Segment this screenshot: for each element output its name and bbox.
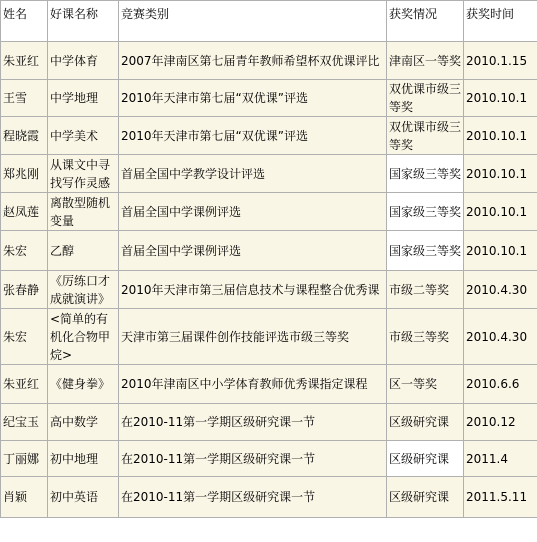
award-result: 区级研究课 xyxy=(387,477,464,518)
competition-category: 在2010-11第一学期区级研究课一节 xyxy=(119,404,387,441)
award-date: 2010.12 xyxy=(464,404,537,441)
header-category: 竞赛类别 xyxy=(119,1,387,42)
award-result: 国家级三等奖 xyxy=(387,193,464,231)
award-result: 津南区一等奖 xyxy=(387,42,464,80)
award-result: 市级二等奖 xyxy=(387,271,464,309)
award-date: 2010.6.6 xyxy=(464,365,537,404)
course-name: 乙醇 xyxy=(48,231,119,271)
competition-category: 首届全国中学课例评选 xyxy=(119,231,387,271)
award-result: 双优课市级三等奖 xyxy=(387,80,464,117)
header-name: 姓名 xyxy=(1,1,48,42)
award-result: 国家级三等奖 xyxy=(387,231,464,271)
award-date: 2010.1.15 xyxy=(464,42,537,80)
award-date: 2011.5.11 xyxy=(464,477,537,518)
teacher-name: 赵凤莲 xyxy=(1,193,48,231)
course-name: 中学美术 xyxy=(48,117,119,155)
course-name: 《厉练口才成就演讲》 xyxy=(48,271,119,309)
table-body xyxy=(1,42,537,518)
award-date: 2011.4 xyxy=(464,441,537,477)
award-result: 区一等奖 xyxy=(387,365,464,404)
teacher-name: 程晓霞 xyxy=(1,117,48,155)
teacher-name: 朱亚红 xyxy=(1,365,48,404)
competition-category: 天津市第三届课件创作技能评选市级三等奖 xyxy=(119,309,387,365)
award-result: 区级研究课 xyxy=(387,404,464,441)
award-result: 国家级三等奖 xyxy=(387,155,464,193)
award-date: 2010.10.1 xyxy=(464,80,537,117)
course-name: 初中地理 xyxy=(48,441,119,477)
award-date: 2010.10.1 xyxy=(464,155,537,193)
teacher-name: 肖颖 xyxy=(1,477,48,518)
course-name: 中学体育 xyxy=(48,42,119,80)
header-course: 好课名称 xyxy=(48,1,119,42)
table-row xyxy=(1,404,537,441)
course-name: <简单的有机化合物甲烷> xyxy=(48,309,119,365)
competition-category: 在2010-11第一学期区级研究课一节 xyxy=(119,441,387,477)
teacher-name: 张春静 xyxy=(1,271,48,309)
header-award: 获奖情况 xyxy=(387,1,464,42)
award-result: 区级研究课 xyxy=(387,441,464,477)
teacher-name: 王雪 xyxy=(1,80,48,117)
competition-category: 2010年天津市第七届“双优课”评选 xyxy=(119,117,387,155)
competition-category: 首届全国中学教学设计评选 xyxy=(119,155,387,193)
table-row xyxy=(1,477,537,518)
table-row xyxy=(1,42,537,80)
table-row xyxy=(1,309,537,365)
award-date: 2010.4.30 xyxy=(464,309,537,365)
course-name: 中学地理 xyxy=(48,80,119,117)
table-row xyxy=(1,271,537,309)
teacher-name: 郑兆刚 xyxy=(1,155,48,193)
competition-category: 2007年津南区第七届青年教师希望杯双优课评比 xyxy=(119,42,387,80)
header-row xyxy=(1,1,537,42)
table-row xyxy=(1,441,537,477)
award-date: 2010.10.1 xyxy=(464,231,537,271)
teacher-name: 纪宝玉 xyxy=(1,404,48,441)
award-result: 双优课市级三等奖 xyxy=(387,117,464,155)
award-date: 2010.10.1 xyxy=(464,117,537,155)
teacher-name: 丁丽娜 xyxy=(1,441,48,477)
table-row xyxy=(1,80,537,117)
course-name: 离散型随机变量 xyxy=(48,193,119,231)
course-name: 初中英语 xyxy=(48,477,119,518)
competition-category: 2010年天津市第七届“双优课”评选 xyxy=(119,80,387,117)
table-row xyxy=(1,117,537,155)
competition-category: 2010年津南区中小学体育教师优秀课指定课程 xyxy=(119,365,387,404)
teacher-name: 朱宏 xyxy=(1,309,48,365)
teacher-name: 朱宏 xyxy=(1,231,48,271)
table-row xyxy=(1,155,537,193)
competition-category: 在2010-11第一学期区级研究课一节 xyxy=(119,477,387,518)
table-row xyxy=(1,193,537,231)
table-row xyxy=(1,231,537,271)
award-date: 2010.10.1 xyxy=(464,193,537,231)
header-date: 获奖时间 xyxy=(464,1,537,42)
competition-category: 2010年天津市第三届信息技术与课程整合优秀课 xyxy=(119,271,387,309)
award-result: 市级三等奖 xyxy=(387,309,464,365)
award-date: 2010.4.30 xyxy=(464,271,537,309)
table-row xyxy=(1,365,537,404)
course-name: 《健身拳》 xyxy=(48,365,119,404)
course-name: 高中数学 xyxy=(48,404,119,441)
competition-category: 首届全国中学课例评选 xyxy=(119,193,387,231)
teacher-name: 朱亚红 xyxy=(1,42,48,80)
course-name: 从课文中寻找写作灵感 xyxy=(48,155,119,193)
